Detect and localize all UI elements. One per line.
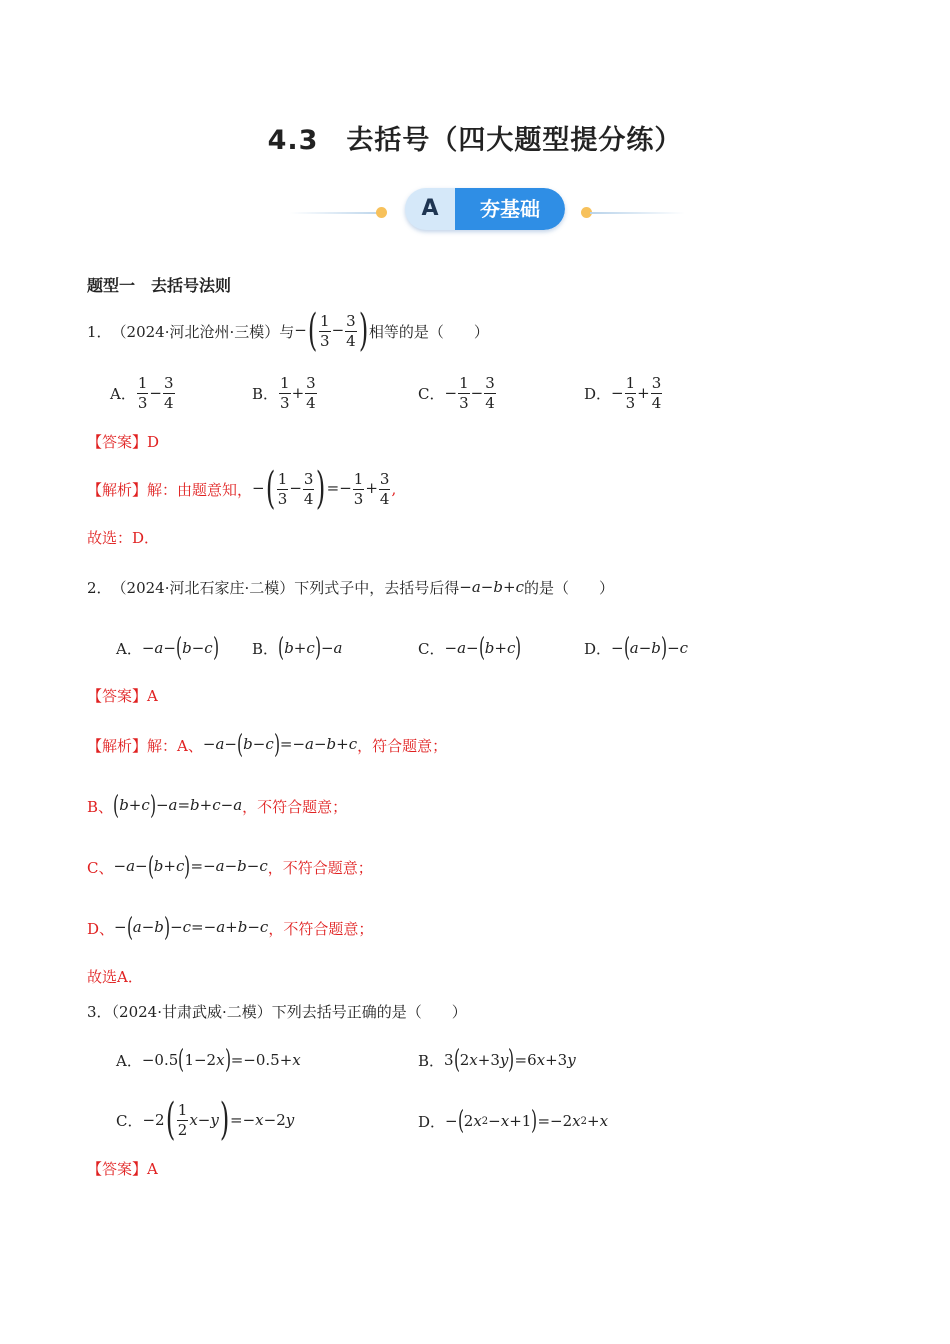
answer-label: 【答案】 — [87, 433, 148, 451]
q2-conclusion: 故选A． — [87, 968, 143, 986]
q1-analysis-math: −( $\frac{1}{3}$ − $\frac{3}{4}$ )=− $\frac{1}{3}$ + $\frac{3}{4}$ — [252, 463, 390, 514]
q3-option-d[interactable]: D． − ( 2 x 2 − x +1 ) =−2 x 2 + x — [418, 1106, 609, 1136]
comment: ，符合题意； — [357, 736, 448, 755]
q3-option-b[interactable]: B． 3 ( 2 x +3 y ) =6 x +3 y — [418, 1045, 576, 1075]
q2-option-b[interactable]: B． ( b + c ) − a — [252, 633, 343, 663]
badge-left-line — [290, 212, 385, 214]
option-label: D、 — [87, 919, 115, 938]
analysis-text: 解：A、 — [147, 736, 203, 755]
option-label: C、 — [87, 858, 114, 877]
q3-number: 3． — [87, 1003, 112, 1021]
q2-option-d[interactable]: D． − ( a − b ) − c — [584, 633, 689, 663]
answer-label: 【答案】 — [87, 1160, 148, 1178]
option-label: C． — [418, 384, 445, 403]
option-label: D． — [584, 639, 612, 658]
q2-suffix: 的是（ ） — [523, 578, 614, 597]
q2-analysis-b: B、 (b+c)−a=b+c−a ，不符合题意； — [87, 791, 348, 821]
q1-option-d[interactable]: D． − $\frac{1}{3}$ + $\frac{3}{4}$ — [584, 373, 662, 412]
analysis-label: 【解析】 — [87, 736, 148, 755]
answer-value: A — [147, 687, 158, 705]
badge-pill — [405, 188, 565, 230]
q2-number: 2． — [87, 578, 112, 597]
q1-suffix: 相等的是（ ） — [368, 322, 489, 341]
q2-analysis-d: D、 −(a−b)−c=−a+b−c ，不符合题意； — [87, 913, 374, 943]
q1-conclusion: 故选：D． — [87, 529, 160, 547]
q1-number: 1． — [87, 322, 112, 341]
q1-source: （2024·河北沧州·三模）与 — [111, 322, 295, 341]
option-label: B． — [252, 384, 279, 403]
option-label: D． — [418, 1112, 446, 1131]
section-badge — [290, 186, 670, 234]
option-label: B． — [418, 1051, 445, 1070]
question-3 — [87, 1001, 467, 1022]
comment: ，不符合题意； — [242, 797, 348, 816]
q1-analysis: 【解析】 解：由题意知， −( $\frac{1}{3}$ − $\frac{3}{4}$ )=− $\frac{1}{3}$ + $\frac{3}{4}$ , — [87, 463, 397, 514]
q3-source: （2024·甘肃武威·二模）下列去括号正确的是（ ） — [111, 1003, 467, 1021]
option-label: A． — [110, 384, 136, 403]
option-label: D． — [584, 384, 612, 403]
q1-answer — [87, 431, 159, 452]
q2-answer — [87, 685, 158, 706]
answer-value: A — [147, 1160, 158, 1178]
page-title: 4.3 去括号（四大题型提分练） — [267, 125, 683, 156]
q2-option-c[interactable]: C． − a − ( b + c ) — [418, 633, 522, 663]
q3-answer — [87, 1158, 158, 1179]
q1-option-b[interactable]: B． $\frac{1}{3}$ + $\frac{3}{4}$ — [252, 373, 316, 412]
q2-analysis-c: C、 −a−(b+c)=−a−b−c ，不符合题意； — [87, 852, 373, 882]
q1-option-c[interactable]: C． − $\frac{1}{3}$ − $\frac{3}{4}$ — [418, 373, 495, 412]
option-label: A． — [116, 1051, 142, 1070]
badge-left-dot — [376, 207, 387, 218]
option-label: C． — [418, 639, 445, 658]
q2-option-a[interactable]: A． − a − ( b − c ) — [116, 633, 219, 663]
analysis-text: 解：由题意知， — [147, 480, 253, 499]
q1-option-a[interactable]: A． $\frac{1}{3}$ − $\frac{3}{4}$ — [110, 373, 174, 412]
question-1 — [87, 307, 489, 355]
answer-label: 【答案】 — [87, 687, 148, 705]
option-label: C． — [116, 1111, 143, 1130]
comment: ，不符合题意； — [267, 858, 373, 877]
question-2 — [87, 574, 614, 600]
q3-option-a[interactable]: A． −0.5 ( 1−2 x ) =−0.5+ x — [116, 1045, 301, 1075]
answer-value: D — [147, 433, 160, 451]
option-label: B． — [252, 639, 279, 658]
badge-letter: A — [421, 196, 439, 221]
badge-text: 夯基础 — [455, 188, 565, 230]
q3-option-c[interactable]: C． −2 ( $\frac{1}{2}$ x − y ) =− x −2 y — [116, 1094, 295, 1145]
q2-analysis-a: 【解析】 解：A、 −a−(b−c)=−a−b+c ，符合题意； — [87, 730, 448, 760]
q1-expression: −( $\frac{1}{3}$ − $\frac{3}{4}$ ) — [294, 305, 368, 356]
comment: ，不符合题意； — [268, 919, 374, 938]
analysis-label: 【解析】 — [87, 480, 148, 499]
q2-target-expression: −a−b+c — [459, 578, 524, 596]
option-label: A． — [116, 639, 142, 658]
section-heading: 题型一 去括号法则 — [87, 276, 232, 295]
q2-source: （2024·河北石家庄·二模）下列式子中，去括号后得 — [111, 578, 460, 597]
badge-right-line — [590, 212, 685, 214]
option-label: B、 — [87, 797, 114, 816]
